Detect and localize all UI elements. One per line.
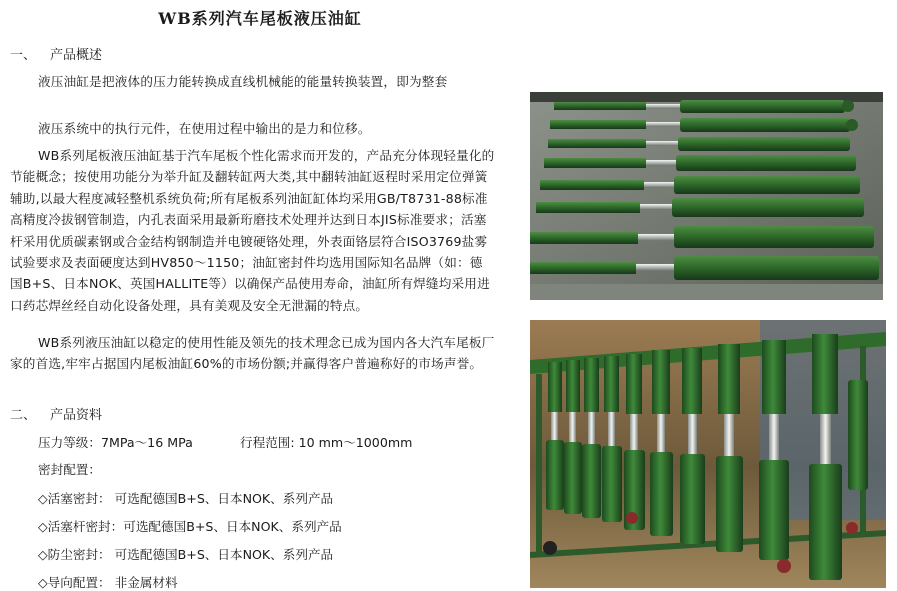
cylinders-horizontal-photo — [530, 92, 883, 300]
pressure-rating: 压力等级：7MPa～16 MPa — [38, 435, 193, 450]
cylinders-rack-photo — [530, 320, 886, 588]
seal-item-guide: ◇导向配置： 非金属材料 — [38, 575, 178, 590]
section-heading-overview — [10, 44, 102, 63]
section-number: 二、 — [10, 408, 37, 423]
seal-item-piston: ◇活塞密封： 可选配德国B+S、日本NOK、系列产品 — [38, 491, 334, 506]
overview-paragraph-1: 液压油缸是把液体的压力能转换成直线机械能的能量转换装置，即为整套 — [38, 74, 448, 89]
seal-item-dust: ◇防尘密封： 可选配德国B+S、日本NOK、系列产品 — [38, 547, 334, 562]
section-number: 一、 — [10, 48, 37, 63]
seal-config-label: 密封配置： — [38, 462, 101, 477]
stroke-range: 行程范围: 10 mm～1000mm — [240, 435, 413, 450]
section-title: 产品资料 — [50, 408, 103, 423]
page-title: WB系列汽车尾板液压油缸 — [158, 9, 362, 28]
overview-paragraph-3: WB系列尾板液压油缸基于汽车尾板个性化需求而开发的，产品充分体现轻量化的节能概念；按使用功能分为举升缸及翻转缸两大类,其中翻转油缸返程时采用定位弹簧辅助,以最大程度减轻整机系统负荷;所有尾板系列油缸缸体均采用GB/T8731-88标准高精度冷拔钢管制造，内孔表面采用最新珩磨技术处理并达到日本JIS标准要求；活塞杆采用优质碳素钢或合金结构钢制造并电镀硬铬处理，外表面铬层符合ISO3769盐雾试验要求及表面硬度达到HV850～1150；油缸密封件均选用国际知名品牌（如：德国B+S、日本NOK、英国HALLITE等）以确保产品使用寿命，油缸所有焊缝均采用进口药芯焊丝经自动化设备处理，具有美观及安全无泄漏的特点。 — [10, 148, 495, 313]
overview-paragraph-2: 液压系统中的执行元件，在使用过程中输出的是力和位移。 — [38, 121, 371, 136]
seal-item-rod: ◇活塞杆密封：可选配德国B+S、日本NOK、系列产品 — [38, 519, 342, 534]
overview-paragraph-4: WB系列液压油缸以稳定的使用性能及领先的技术理念已成为国内各大汽车尾板厂家的首选,牢牢占据国内尾板油缸60%的市场份额;并赢得客户普遍称好的市场声誉。 — [10, 335, 495, 372]
section-title: 产品概述 — [50, 48, 103, 63]
section-heading-specs — [10, 404, 102, 423]
